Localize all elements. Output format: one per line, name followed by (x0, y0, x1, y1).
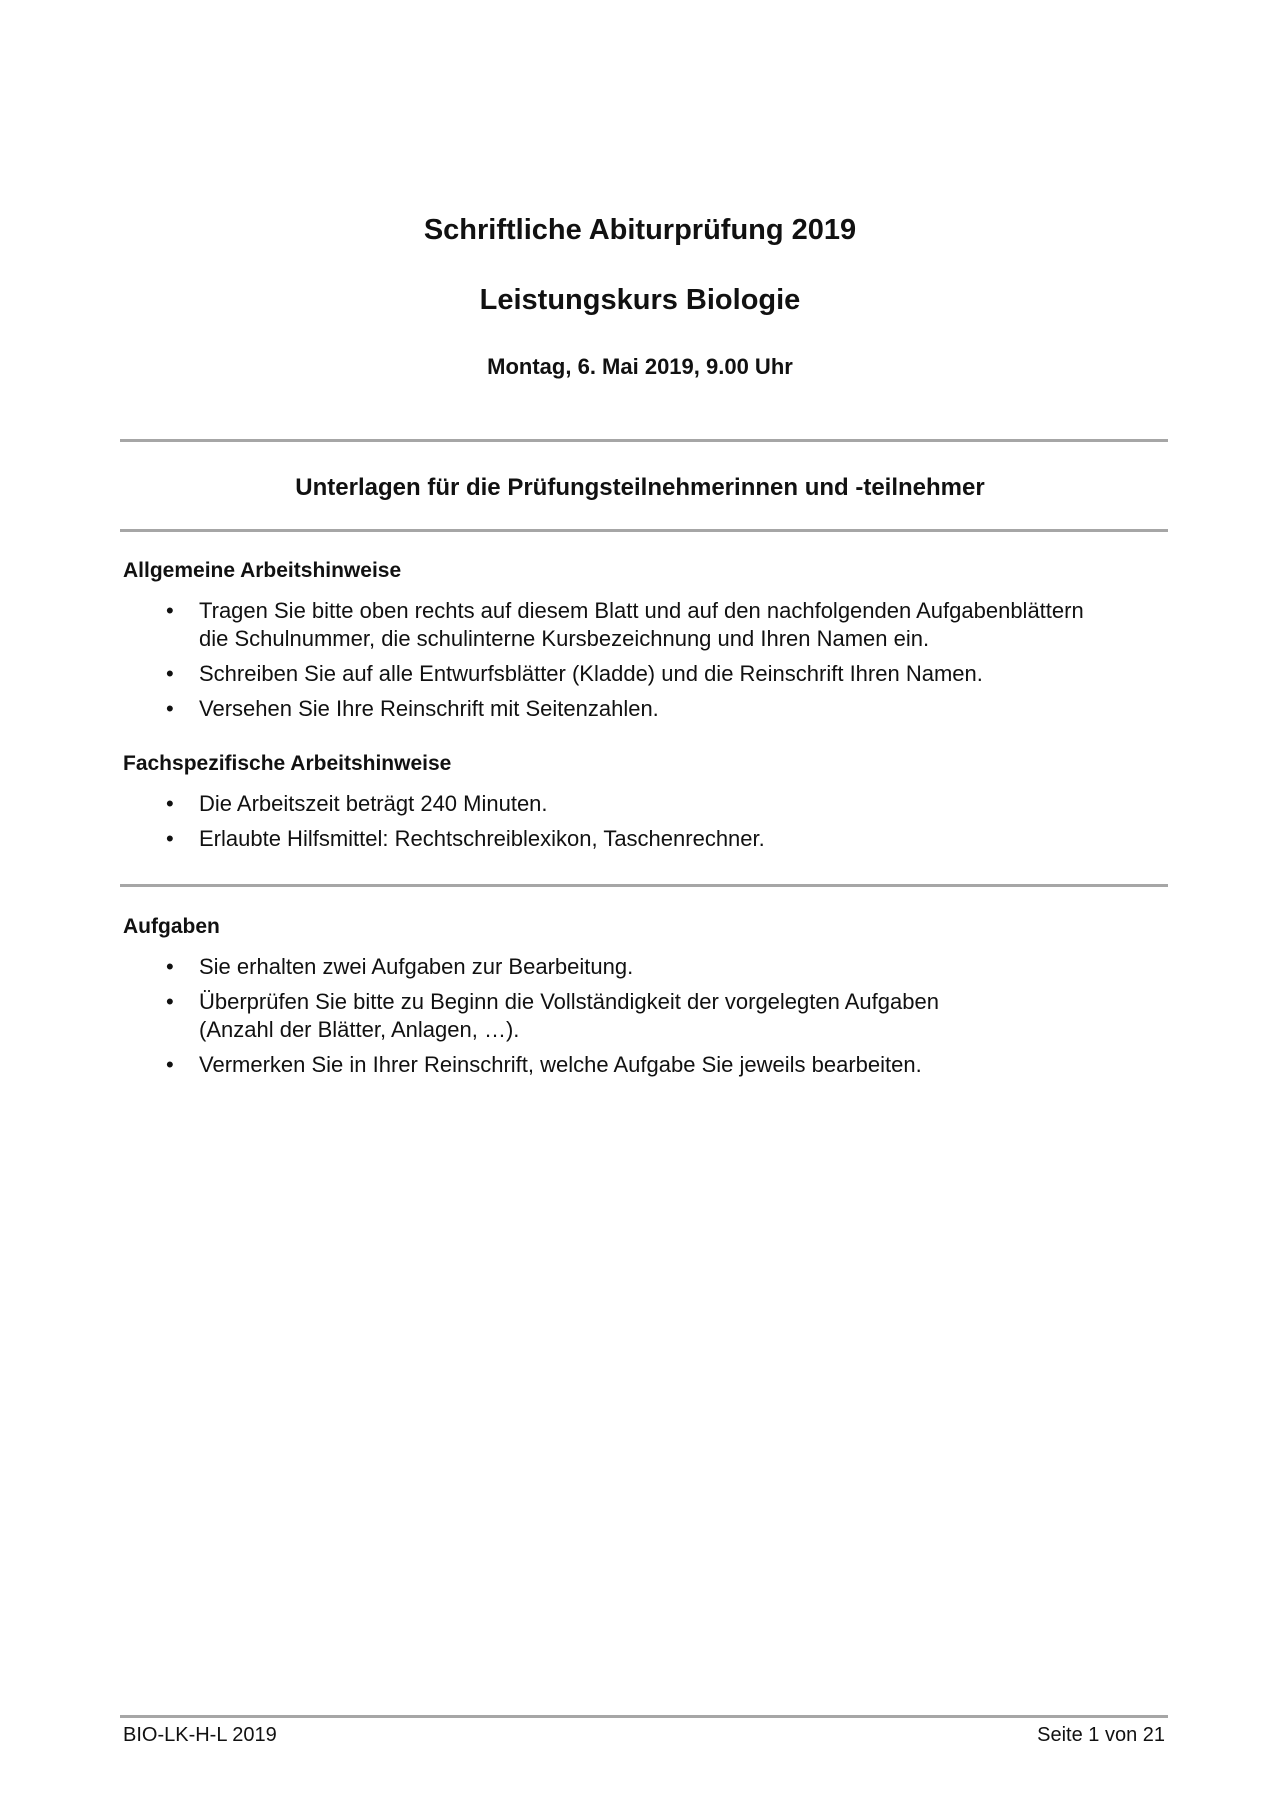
list-item (123, 660, 1168, 688)
bullet-icon: • (166, 954, 174, 979)
list-item-text: Schreiben Sie auf alle Entwurfsblätter (Kladde) und die Reinschrift Ihren Namen. (199, 661, 983, 686)
bullet-icon: • (166, 598, 174, 623)
list-item-text: Versehen Sie Ihre Reinschrift mit Seitenzahlen. (199, 696, 659, 721)
divider-footer (120, 1715, 1168, 1718)
list-item (123, 825, 1168, 853)
document-subtitle: Unterlagen für die Prüfungsteilnehmerinnen und -teilnehmer (295, 474, 985, 501)
bullet-icon: • (166, 989, 174, 1014)
bullet-icon: • (166, 661, 174, 686)
list-item (123, 1051, 1168, 1079)
page-number: Seite 1 von 21 (1037, 1724, 1165, 1746)
list-item-text-continued: (Anzahl der Blätter, Anlagen, …). (199, 1017, 520, 1042)
course-title: Leistungskurs Biologie (479, 284, 801, 316)
bullet-list (123, 790, 1168, 853)
list-item (123, 790, 1168, 818)
document-code: BIO-LK-H-L 2019 (123, 1724, 277, 1746)
section-general-instructions (123, 558, 1168, 730)
divider-subtitle (120, 529, 1168, 532)
section-tasks (123, 914, 1168, 1086)
divider-tasks (120, 884, 1168, 887)
document-title: Schriftliche Abiturprüfung 2019 (423, 214, 857, 246)
list-item-text: Sie erhalten zwei Aufgaben zur Bearbeitung. (199, 954, 634, 979)
list-item-text: Die Arbeitszeit beträgt 240 Minuten. (199, 791, 548, 816)
bullet-icon: • (166, 826, 174, 851)
exam-date: Montag, 6. Mai 2019, 9.00 Uhr (487, 354, 793, 379)
list-item-text: Tragen Sie bitte oben rechts auf diesem Blatt und auf den nachfolgenden Aufgabenblättern (199, 598, 1084, 623)
list-item (123, 953, 1168, 981)
list-item (123, 597, 1168, 653)
bullet-icon: • (166, 1052, 174, 1077)
list-item-text-continued: die Schulnummer, die schulinterne Kursbezeichnung und Ihren Namen ein. (199, 626, 930, 651)
list-item-text: Überprüfen Sie bitte zu Beginn die Vollständigkeit der vorgelegten Aufgaben (199, 989, 939, 1014)
section-heading: Allgemeine Arbeitshinweise (123, 559, 402, 582)
list-item-text: Erlaubte Hilfsmittel: Rechtschreiblexikon, Taschenrechner. (199, 826, 765, 851)
bullet-icon: • (166, 791, 174, 816)
list-item (123, 695, 1168, 723)
section-heading: Fachspezifische Arbeitshinweise (123, 752, 452, 775)
divider-top (120, 439, 1168, 442)
section-heading: Aufgaben (123, 915, 220, 938)
list-item (123, 988, 1168, 1044)
bullet-list (123, 597, 1168, 723)
bullet-icon: • (166, 696, 174, 721)
bullet-list (123, 953, 1168, 1079)
section-subject-instructions (123, 751, 1168, 860)
list-item-text: Vermerken Sie in Ihrer Reinschrift, welche Aufgabe Sie jeweils bearbeiten. (199, 1052, 922, 1077)
